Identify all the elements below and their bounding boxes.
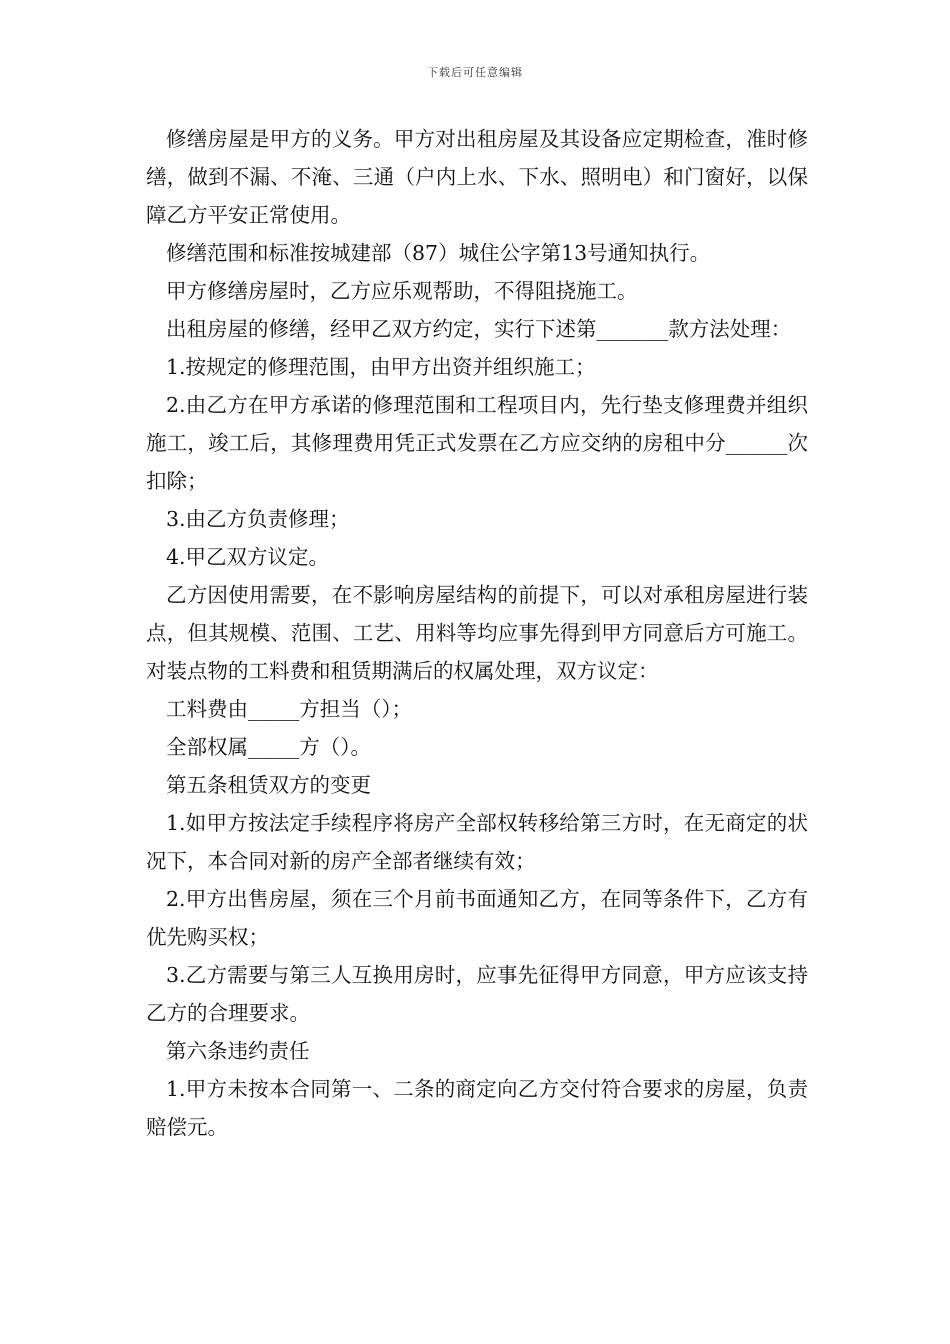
paragraph-repair-method: 出租房屋的修缮，经甲乙双方约定，实行下述第_______款方法处理：	[166, 317, 792, 341]
paragraph-change-2: 2.甲方出售房屋，须在三个月前书面通知乙方，在同等条件下，乙方有优先购买权；	[146, 887, 808, 949]
paragraph-method-3: 3.由乙方负责修理；	[166, 507, 350, 531]
document-body	[146, 120, 808, 1146]
paragraph-repair-duty: 修缮房屋是甲方的义务。甲方对出租房屋及其设备应定期检查，准时修缮，做到不漏、不淹、三通（户内上水、下水、照明电）和门窗好，以保障乙方平安正常使用。	[146, 127, 808, 227]
section-heading-article-5: 第五条租赁双方的变更	[166, 773, 371, 797]
paragraph-method-4: 4.甲乙双方议定。	[166, 545, 330, 569]
section-heading-article-6: 第六条违约责任	[166, 1039, 310, 1063]
paragraph-change-3: 3.乙方需要与第三人互换用房时，应事先征得甲方同意，甲方应该支持乙方的合理要求。	[146, 963, 808, 1025]
paragraph-method-2: 2.由乙方在甲方承诺的修理范围和工程项目内，先行垫支修理费并组织施工，竣工后，其修理费用凭正式发票在乙方应交纳的房租中分______次扣除；	[146, 393, 808, 493]
paragraph-method-1: 1.按规定的修理范围，由甲方出资并组织施工；	[166, 355, 596, 379]
paragraph-decoration: 乙方因使用需要，在不影响房屋结构的前提下，可以对承租房屋进行装点，但其规模、范围、工艺、用料等均应事先得到甲方同意后方可施工。对装点物的工料费和租赁期满后的权属处理，双方议定：	[146, 583, 808, 683]
paragraph-breach-1: 1.甲方未按本合同第一、二条的商定向乙方交付符合要求的房屋，负责赔偿元。	[146, 1077, 808, 1139]
paragraph-ownership: 全部权属_____方（）。	[166, 735, 371, 759]
paragraph-change-1: 1.如甲方按法定手续程序将房产全部权转移给第三方时，在无商定的状况下，本合同对新的房产全部者继续有效；	[146, 811, 808, 873]
paragraph-material-cost: 工料费由_____方担当（）；	[166, 697, 412, 721]
paragraph-repair-assist: 甲方修缮房屋时，乙方应乐观帮助，不得阻挠施工。	[166, 279, 638, 303]
paragraph-repair-scope: 修缮范围和标准按城建部（87）城住公字第13号通知执行。	[166, 241, 711, 265]
page-header: 下载后可任意编辑	[427, 66, 523, 79]
